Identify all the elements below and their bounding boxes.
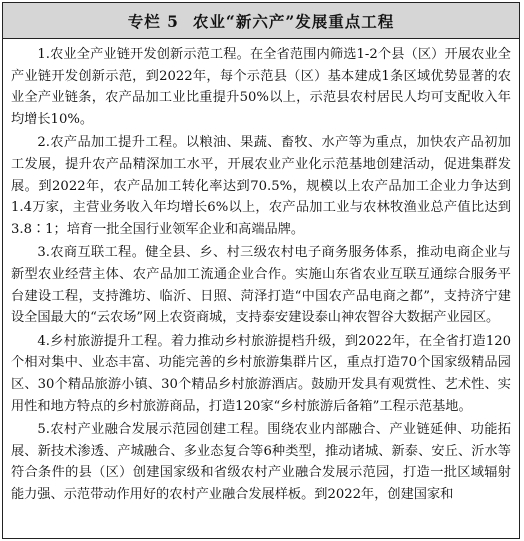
column-number: 专栏 5 <box>127 11 179 31</box>
box-title: 农业“新六产”发展重点工程 <box>192 11 395 31</box>
box-content <box>3 39 519 505</box>
box-header <box>3 3 519 39</box>
paragraph-1: 1.农业全产业链开发创新示范工程。在全省范围内筛选1-2个县（区）开展农业全产业链开发创新示范，到2022年，每个示范县（区）基本建成1条区域优势显著的农业全产业链条，农产品加工业比重提升50%以上，示范县农村居民人均可支配收入年均增长10%。 <box>11 47 511 127</box>
paragraph-3: 3.农商互联工程。健全县、乡、村三级农村电子商务服务体系，推动电商企业与新型农业经营主体、农产品加工流通企业合作。实施山东省农业互联互通综合服务平台建设工程，支持潍坊、临沂、日照、菏泽打造“中国农产品电商之都”，支持济宁建设全国最大的“云农场”网上农资商城，支持泰安建设泰山神农智谷大数据产业园区。 <box>11 245 511 326</box>
paragraph-5: 5.农村产业融合发展示范园创建工程。围绕农业内部融合、产业链延伸、功能拓展、新技术渗透、产城融合、多业态复合等6种类型，推动诸城、新泰、安丘、沂水等符合条件的县（区）创建国家级和省级农村产业融合发展示范园，打造一批区域辐射能力强、示范带动作用好的农村产业融合发展样板。到2022年，创建国家和 <box>11 422 511 502</box>
paragraph-4: 4.乡村旅游提升工程。着力推动乡村旅游提档升级，到2022年，在全省打造120个相对集中、业态丰富、功能完善的乡村旅游集群片区，重点打造70个国家级精品园区、30个精品旅游小镇、30个精品乡村旅游酒店。鼓励开发具有观赏性、艺术性、实用性和地方特点的乡村旅游商品，打造120家“乡村旅游后备箱”工程示范基地。 <box>11 333 511 414</box>
paragraph-2: 2.农产品加工提升工程。以粮油、果蔬、畜牧、水产等为重点，加快农产品初加工发展，提升农产品精深加工水平，开展农业产业化示范基地创建活动，促进集群发展。到2022年，农产品加工转化率达到70.5%，规模以上农产品加工企业力争达到1.4万家，主营业务收入年均增长6%以上，农产品加工业与农林牧渔业总产值比达到3.8∶1；培育一批全国行业领军企业和高端品牌。 <box>11 135 511 237</box>
feature-box <box>2 2 520 539</box>
